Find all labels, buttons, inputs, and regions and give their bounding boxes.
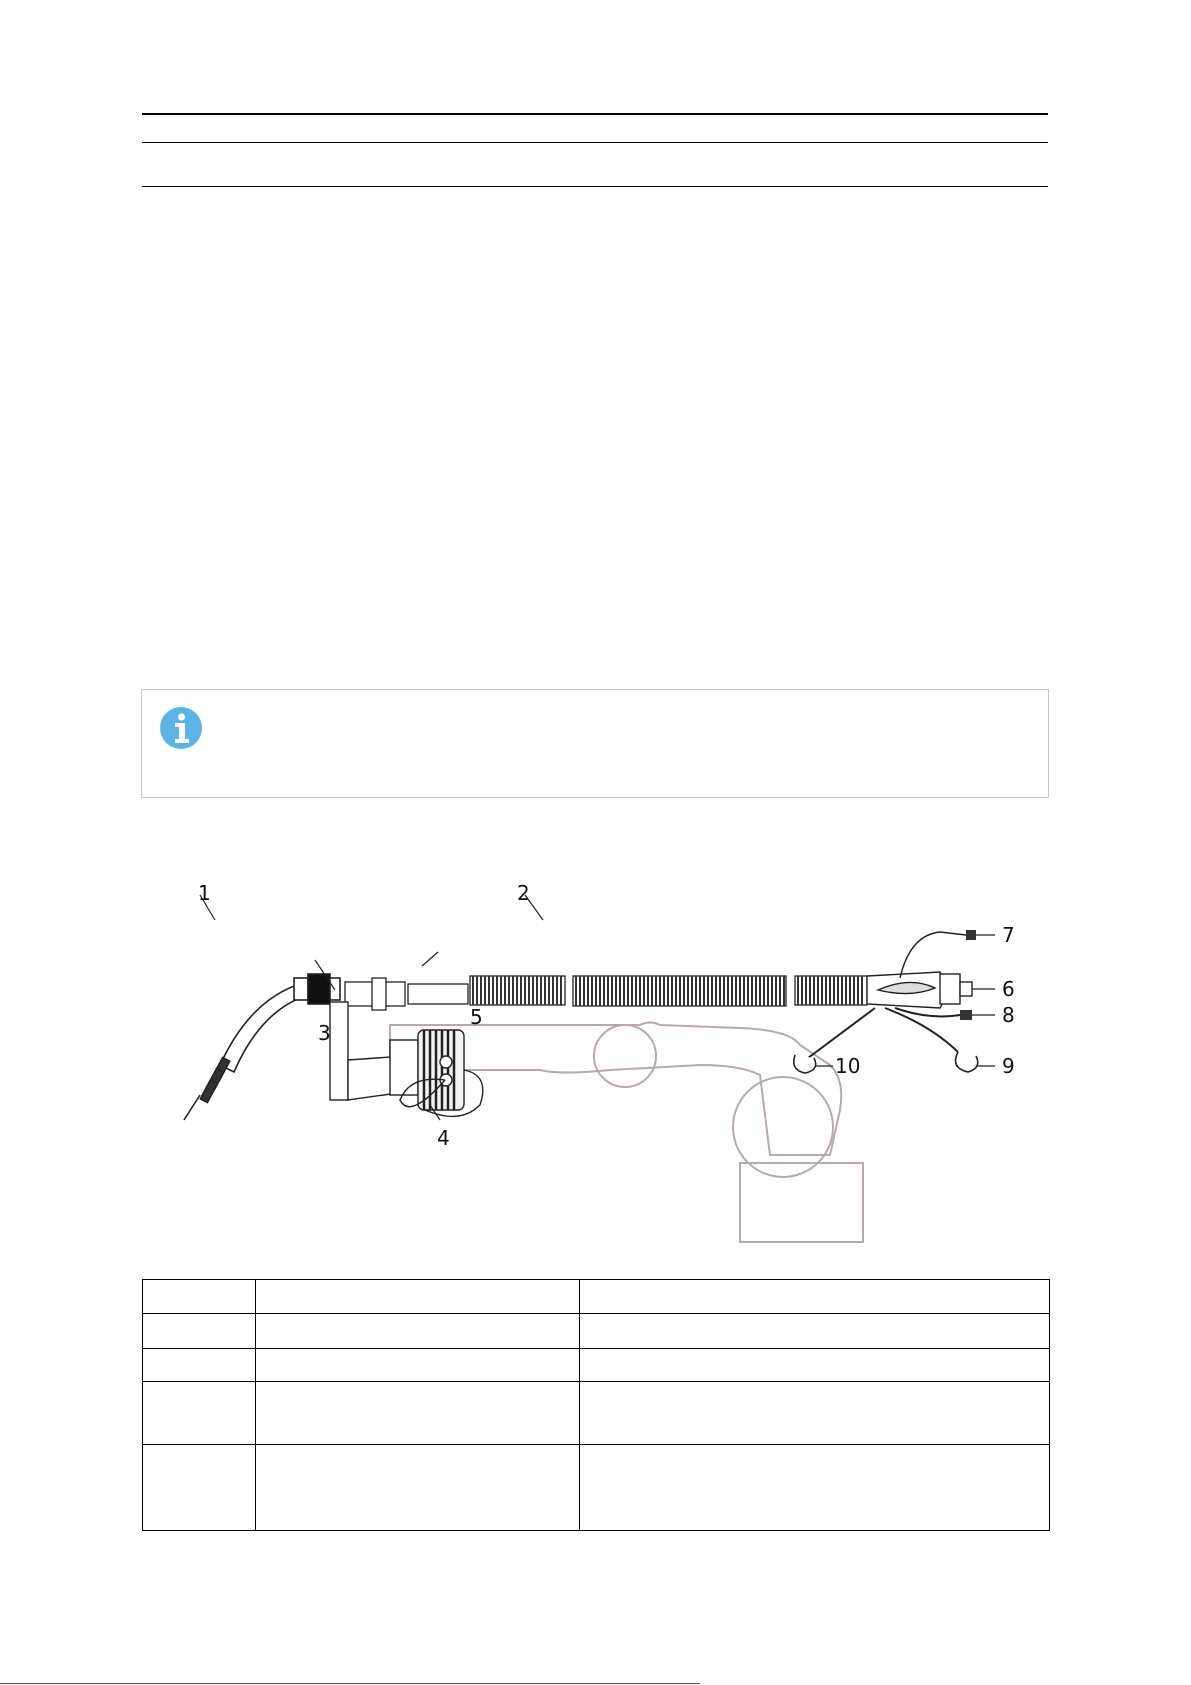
cable-8 xyxy=(895,1008,960,1016)
header-rule-middle xyxy=(142,142,1048,143)
callout-1: 1 xyxy=(198,881,211,905)
callout-8: 8 xyxy=(1002,1003,1015,1027)
table-cell xyxy=(580,1349,1050,1382)
cable-10 xyxy=(808,1008,875,1058)
table-cell xyxy=(256,1314,580,1349)
page-bottom-line xyxy=(0,1683,700,1684)
table-cell xyxy=(256,1382,580,1445)
callout-10: 10 xyxy=(835,1054,861,1078)
side-label: A xyxy=(312,975,326,999)
info-icon xyxy=(159,706,203,750)
table-cell xyxy=(580,1445,1050,1531)
plug-7 xyxy=(966,930,976,940)
table-cell xyxy=(580,1382,1050,1445)
cable-7 xyxy=(900,932,966,978)
corrugated-hose xyxy=(345,976,867,1010)
table-header-cell xyxy=(143,1280,256,1314)
table-row xyxy=(143,1314,1050,1349)
table-header-cell xyxy=(256,1280,580,1314)
header-rule-top xyxy=(142,113,1048,115)
callout-4: 4 xyxy=(437,1126,450,1150)
table-row xyxy=(143,1349,1050,1382)
table-cell xyxy=(143,1314,256,1349)
clamp-9 xyxy=(956,1052,978,1072)
table-row xyxy=(143,1382,1050,1445)
torch-cable-assembly-figure xyxy=(140,880,1060,1245)
clamp-10 xyxy=(794,1055,816,1073)
callout-5: 5 xyxy=(470,1005,483,1029)
rear-connector xyxy=(867,972,972,1008)
callout-2: 2 xyxy=(517,881,530,905)
table-header-cell xyxy=(580,1280,1050,1314)
info-note-box xyxy=(141,689,1049,798)
table-cell xyxy=(256,1349,580,1382)
table-row xyxy=(143,1445,1050,1531)
header-rule-bottom xyxy=(142,186,1048,187)
callout-7: 7 xyxy=(1002,923,1015,947)
table-cell xyxy=(143,1382,256,1445)
callout-3: 3 xyxy=(318,1021,331,1045)
table-cell xyxy=(143,1445,256,1531)
callout-6: 6 xyxy=(1002,977,1015,1001)
table-cell xyxy=(256,1445,580,1531)
callout-9: 9 xyxy=(1002,1054,1015,1078)
wire-feeder xyxy=(390,1030,483,1116)
plug-8 xyxy=(960,1010,972,1020)
table-header-row xyxy=(143,1280,1050,1314)
table-cell xyxy=(580,1314,1050,1349)
assembly-drawing xyxy=(140,880,1060,1245)
table-cell xyxy=(143,1349,256,1382)
parts-table xyxy=(142,1279,1050,1531)
